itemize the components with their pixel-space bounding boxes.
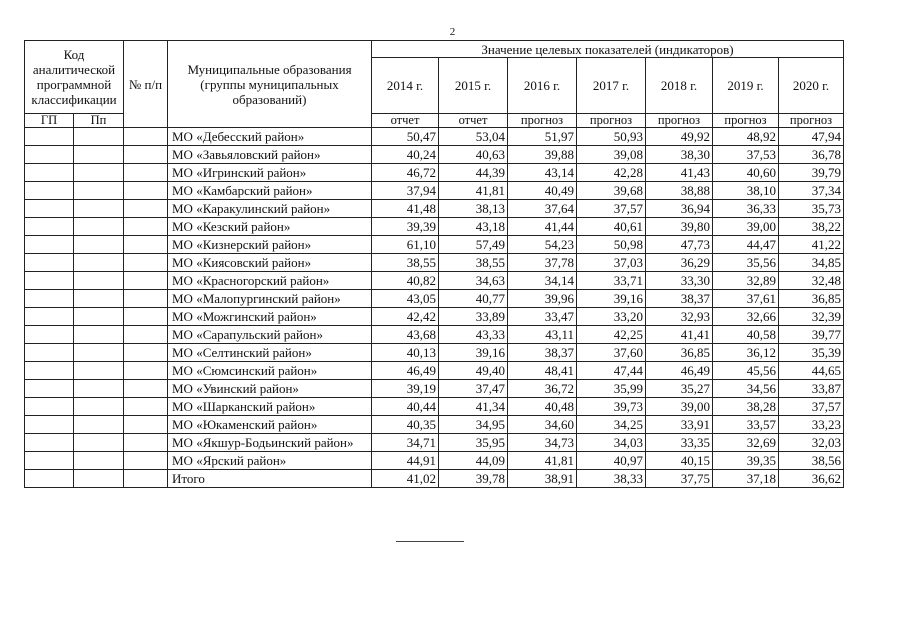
municipality-name: МО «Кизнерский район»: [168, 236, 372, 254]
kind-header: отчет: [439, 114, 508, 128]
municipality-name: МО «Сарапульский район»: [168, 326, 372, 344]
empty-cell: [25, 434, 74, 452]
empty-cell: [25, 470, 74, 488]
value-cell: 49,92: [646, 128, 713, 146]
table-row: [25, 290, 844, 308]
empty-cell: [25, 164, 74, 182]
municipality-name: МО «Кезский район»: [168, 218, 372, 236]
value-cell: 37,57: [577, 200, 646, 218]
municipality-name: МО «Дебесский район»: [168, 128, 372, 146]
value-cell: 41,43: [646, 164, 713, 182]
value-cell: 37,47: [439, 380, 508, 398]
value-cell: 45,56: [713, 362, 779, 380]
value-cell: 50,93: [577, 128, 646, 146]
municipality-name: МО «Красногорский район»: [168, 272, 372, 290]
empty-cell: [124, 254, 168, 272]
pp-header: Пп: [74, 114, 124, 128]
value-cell: 35,99: [577, 380, 646, 398]
empty-cell: [124, 272, 168, 290]
value-cell: 41,81: [439, 182, 508, 200]
value-cell: 44,65: [779, 362, 844, 380]
empty-cell: [124, 326, 168, 344]
gp-header: ГП: [25, 114, 74, 128]
value-cell: 41,81: [508, 452, 577, 470]
value-cell: 36,85: [646, 344, 713, 362]
value-cell: 50,47: [372, 128, 439, 146]
kind-header: отчет: [372, 114, 439, 128]
empty-cell: [74, 272, 124, 290]
value-cell: 40,77: [439, 290, 508, 308]
empty-cell: [74, 434, 124, 452]
value-cell: 44,91: [372, 452, 439, 470]
municipality-name: МО «Завьяловский район»: [168, 146, 372, 164]
value-cell: 39,79: [779, 164, 844, 182]
value-cell: 36,85: [779, 290, 844, 308]
value-cell: 38,55: [439, 254, 508, 272]
value-cell: 61,10: [372, 236, 439, 254]
empty-cell: [124, 182, 168, 200]
kind-header: прогноз: [646, 114, 713, 128]
value-cell: 37,78: [508, 254, 577, 272]
table-row: [25, 308, 844, 326]
table-row: [25, 218, 844, 236]
value-cell: 40,58: [713, 326, 779, 344]
value-cell: 39,39: [372, 218, 439, 236]
value-cell: 37,94: [372, 182, 439, 200]
empty-cell: [74, 128, 124, 146]
value-cell: 34,71: [372, 434, 439, 452]
value-cell: 34,60: [508, 416, 577, 434]
value-cell: 43,33: [439, 326, 508, 344]
table-row: [25, 470, 844, 488]
empty-cell: [25, 218, 74, 236]
value-cell: 47,94: [779, 128, 844, 146]
value-cell: 50,98: [577, 236, 646, 254]
value-cell: 35,73: [779, 200, 844, 218]
municipality-name: МО «Шарканский район»: [168, 398, 372, 416]
value-cell: 38,22: [779, 218, 844, 236]
value-cell: 36,78: [779, 146, 844, 164]
value-cell: 35,39: [779, 344, 844, 362]
value-cell: 37,34: [779, 182, 844, 200]
value-cell: 57,49: [439, 236, 508, 254]
value-cell: 41,02: [372, 470, 439, 488]
empty-cell: [74, 452, 124, 470]
kind-header: прогноз: [713, 114, 779, 128]
value-cell: 39,16: [577, 290, 646, 308]
table-row: [25, 326, 844, 344]
value-cell: 40,48: [508, 398, 577, 416]
empty-cell: [74, 182, 124, 200]
kind-header: прогноз: [508, 114, 577, 128]
table-row: [25, 146, 844, 164]
value-cell: 39,77: [779, 326, 844, 344]
empty-cell: [74, 398, 124, 416]
value-cell: 38,10: [713, 182, 779, 200]
value-cell: 46,49: [372, 362, 439, 380]
value-cell: 35,27: [646, 380, 713, 398]
value-cell: 43,18: [439, 218, 508, 236]
year-header: 2019 г.: [713, 58, 779, 114]
empty-cell: [25, 452, 74, 470]
municipality-name: Итого: [168, 470, 372, 488]
value-cell: 40,13: [372, 344, 439, 362]
value-cell: 33,47: [508, 308, 577, 326]
empty-cell: [25, 200, 74, 218]
municipality-name: МО «Малопургинский район»: [168, 290, 372, 308]
value-cell: 42,42: [372, 308, 439, 326]
empty-cell: [74, 218, 124, 236]
value-cell: 43,05: [372, 290, 439, 308]
empty-cell: [74, 470, 124, 488]
value-cell: 42,25: [577, 326, 646, 344]
value-cell: 39,68: [577, 182, 646, 200]
value-cell: 37,60: [577, 344, 646, 362]
value-cell: 39,78: [439, 470, 508, 488]
municipality-name: МО «Каракулинский район»: [168, 200, 372, 218]
municipality-name: МО «Камбарский район»: [168, 182, 372, 200]
value-cell: 40,82: [372, 272, 439, 290]
value-cell: 36,33: [713, 200, 779, 218]
empty-cell: [124, 200, 168, 218]
year-header: 2015 г.: [439, 58, 508, 114]
value-cell: 39,16: [439, 344, 508, 362]
value-cell: 42,28: [577, 164, 646, 182]
value-cell: 32,48: [779, 272, 844, 290]
table-row: [25, 272, 844, 290]
empty-cell: [25, 362, 74, 380]
value-cell: 37,53: [713, 146, 779, 164]
table-row: [25, 416, 844, 434]
value-cell: 43,68: [372, 326, 439, 344]
value-cell: 34,25: [577, 416, 646, 434]
municipality-name: МО «Увинский район»: [168, 380, 372, 398]
value-cell: 32,03: [779, 434, 844, 452]
value-cell: 33,89: [439, 308, 508, 326]
table-row: [25, 182, 844, 200]
empty-cell: [74, 308, 124, 326]
year-header: 2020 г.: [779, 58, 844, 114]
value-cell: 32,39: [779, 308, 844, 326]
empty-cell: [25, 308, 74, 326]
value-cell: 44,39: [439, 164, 508, 182]
value-cell: 37,03: [577, 254, 646, 272]
empty-cell: [25, 236, 74, 254]
value-cell: 33,35: [646, 434, 713, 452]
empty-cell: [74, 146, 124, 164]
value-cell: 34,03: [577, 434, 646, 452]
value-cell: 33,30: [646, 272, 713, 290]
value-cell: 33,71: [577, 272, 646, 290]
empty-cell: [25, 326, 74, 344]
empty-cell: [25, 380, 74, 398]
value-cell: 39,96: [508, 290, 577, 308]
table-row: [25, 398, 844, 416]
empty-cell: [74, 254, 124, 272]
empty-cell: [124, 434, 168, 452]
value-cell: 32,93: [646, 308, 713, 326]
empty-cell: [74, 416, 124, 434]
value-cell: 32,89: [713, 272, 779, 290]
empty-cell: [124, 344, 168, 362]
value-cell: 38,33: [577, 470, 646, 488]
empty-cell: [124, 128, 168, 146]
municipality-name: МО «Сюмсинский район»: [168, 362, 372, 380]
value-cell: 38,56: [779, 452, 844, 470]
empty-cell: [124, 362, 168, 380]
value-cell: 51,97: [508, 128, 577, 146]
code-header: Код аналитической программной классификации: [25, 41, 124, 114]
value-cell: 34,95: [439, 416, 508, 434]
municipality-name: МО «Можгинский район»: [168, 308, 372, 326]
empty-cell: [25, 290, 74, 308]
empty-cell: [124, 398, 168, 416]
municipality-name: МО «Игринский район»: [168, 164, 372, 182]
value-cell: 34,73: [508, 434, 577, 452]
value-cell: 33,20: [577, 308, 646, 326]
value-cell: 33,23: [779, 416, 844, 434]
value-cell: 37,75: [646, 470, 713, 488]
value-cell: 36,29: [646, 254, 713, 272]
empty-cell: [25, 182, 74, 200]
empty-cell: [74, 164, 124, 182]
value-cell: 33,91: [646, 416, 713, 434]
table-row: [25, 434, 844, 452]
value-cell: 43,11: [508, 326, 577, 344]
value-cell: 40,61: [577, 218, 646, 236]
value-cell: 40,24: [372, 146, 439, 164]
value-cell: 38,55: [372, 254, 439, 272]
value-cell: 37,18: [713, 470, 779, 488]
value-cell: 38,91: [508, 470, 577, 488]
value-cell: 40,44: [372, 398, 439, 416]
table-row: [25, 344, 844, 362]
value-cell: 40,97: [577, 452, 646, 470]
value-cell: 41,22: [779, 236, 844, 254]
empty-cell: [25, 146, 74, 164]
value-cell: 48,41: [508, 362, 577, 380]
value-cell: 32,69: [713, 434, 779, 452]
municipality-name: МО «Киясовский район»: [168, 254, 372, 272]
value-cell: 39,35: [713, 452, 779, 470]
number-header: № п/п: [124, 41, 168, 128]
empty-cell: [74, 326, 124, 344]
municipality-name: МО «Селтинский район»: [168, 344, 372, 362]
value-cell: 41,48: [372, 200, 439, 218]
value-cell: 38,30: [646, 146, 713, 164]
value-cell: 38,37: [646, 290, 713, 308]
indicators-table: [24, 40, 844, 488]
value-cell: 37,57: [779, 398, 844, 416]
empty-cell: [124, 218, 168, 236]
value-cell: 44,47: [713, 236, 779, 254]
table-row: [25, 380, 844, 398]
value-cell: 53,04: [439, 128, 508, 146]
footer-rule: [396, 541, 464, 542]
value-cell: 40,63: [439, 146, 508, 164]
value-cell: 34,63: [439, 272, 508, 290]
year-header: 2016 г.: [508, 58, 577, 114]
table-row: [25, 362, 844, 380]
value-cell: 38,28: [713, 398, 779, 416]
value-cell: 39,08: [577, 146, 646, 164]
empty-cell: [25, 254, 74, 272]
value-cell: 39,00: [713, 218, 779, 236]
value-cell: 33,87: [779, 380, 844, 398]
value-cell: 32,66: [713, 308, 779, 326]
value-cell: 34,85: [779, 254, 844, 272]
empty-cell: [25, 128, 74, 146]
empty-cell: [74, 380, 124, 398]
value-cell: 46,72: [372, 164, 439, 182]
value-cell: 37,64: [508, 200, 577, 218]
value-cell: 36,72: [508, 380, 577, 398]
table-row: [25, 254, 844, 272]
value-cell: 38,37: [508, 344, 577, 362]
value-cell: 43,14: [508, 164, 577, 182]
table-row: [25, 200, 844, 218]
kind-header: прогноз: [779, 114, 844, 128]
empty-cell: [25, 272, 74, 290]
value-cell: 40,15: [646, 452, 713, 470]
value-cell: 44,09: [439, 452, 508, 470]
value-cell: 35,56: [713, 254, 779, 272]
value-cell: 40,49: [508, 182, 577, 200]
value-cell: 39,73: [577, 398, 646, 416]
year-header: 2017 г.: [577, 58, 646, 114]
empty-cell: [74, 290, 124, 308]
value-cell: 36,12: [713, 344, 779, 362]
value-cell: 54,23: [508, 236, 577, 254]
empty-cell: [74, 344, 124, 362]
value-cell: 48,92: [713, 128, 779, 146]
value-cell: 35,95: [439, 434, 508, 452]
empty-cell: [124, 416, 168, 434]
empty-cell: [74, 362, 124, 380]
value-cell: 40,35: [372, 416, 439, 434]
value-cell: 40,60: [713, 164, 779, 182]
value-cell: 47,44: [577, 362, 646, 380]
value-cell: 34,56: [713, 380, 779, 398]
value-cell: 41,34: [439, 398, 508, 416]
empty-cell: [25, 416, 74, 434]
empty-cell: [124, 164, 168, 182]
year-header: 2018 г.: [646, 58, 713, 114]
table-row: [25, 164, 844, 182]
page-number: 2: [449, 26, 456, 38]
municipality-name: МО «Якшур-Бодьинский район»: [168, 434, 372, 452]
empty-cell: [74, 200, 124, 218]
empty-cell: [124, 146, 168, 164]
value-cell: 39,00: [646, 398, 713, 416]
municipality-name: МО «Ярский район»: [168, 452, 372, 470]
empty-cell: [25, 344, 74, 362]
value-cell: 33,57: [713, 416, 779, 434]
empty-cell: [25, 398, 74, 416]
table-row: [25, 236, 844, 254]
year-header: 2014 г.: [372, 58, 439, 114]
kind-header: прогноз: [577, 114, 646, 128]
empty-cell: [124, 236, 168, 254]
empty-cell: [124, 290, 168, 308]
value-cell: 49,40: [439, 362, 508, 380]
value-cell: 41,41: [646, 326, 713, 344]
empty-cell: [124, 470, 168, 488]
empty-cell: [124, 308, 168, 326]
value-cell: 34,14: [508, 272, 577, 290]
empty-cell: [124, 380, 168, 398]
empty-cell: [74, 236, 124, 254]
table-row: [25, 128, 844, 146]
value-cell: 38,88: [646, 182, 713, 200]
value-cell: 38,13: [439, 200, 508, 218]
municipality-name: МО «Юкаменский район»: [168, 416, 372, 434]
values-header: Значение целевых показателей (индикаторов): [372, 41, 844, 58]
municipal-header: Муниципальные образования (группы муниципальных образований): [168, 41, 372, 128]
value-cell: 36,94: [646, 200, 713, 218]
table-row: [25, 452, 844, 470]
empty-cell: [124, 452, 168, 470]
value-cell: 39,80: [646, 218, 713, 236]
value-cell: 36,62: [779, 470, 844, 488]
value-cell: 41,44: [508, 218, 577, 236]
value-cell: 39,88: [508, 146, 577, 164]
value-cell: 47,73: [646, 236, 713, 254]
value-cell: 46,49: [646, 362, 713, 380]
value-cell: 37,61: [713, 290, 779, 308]
value-cell: 39,19: [372, 380, 439, 398]
